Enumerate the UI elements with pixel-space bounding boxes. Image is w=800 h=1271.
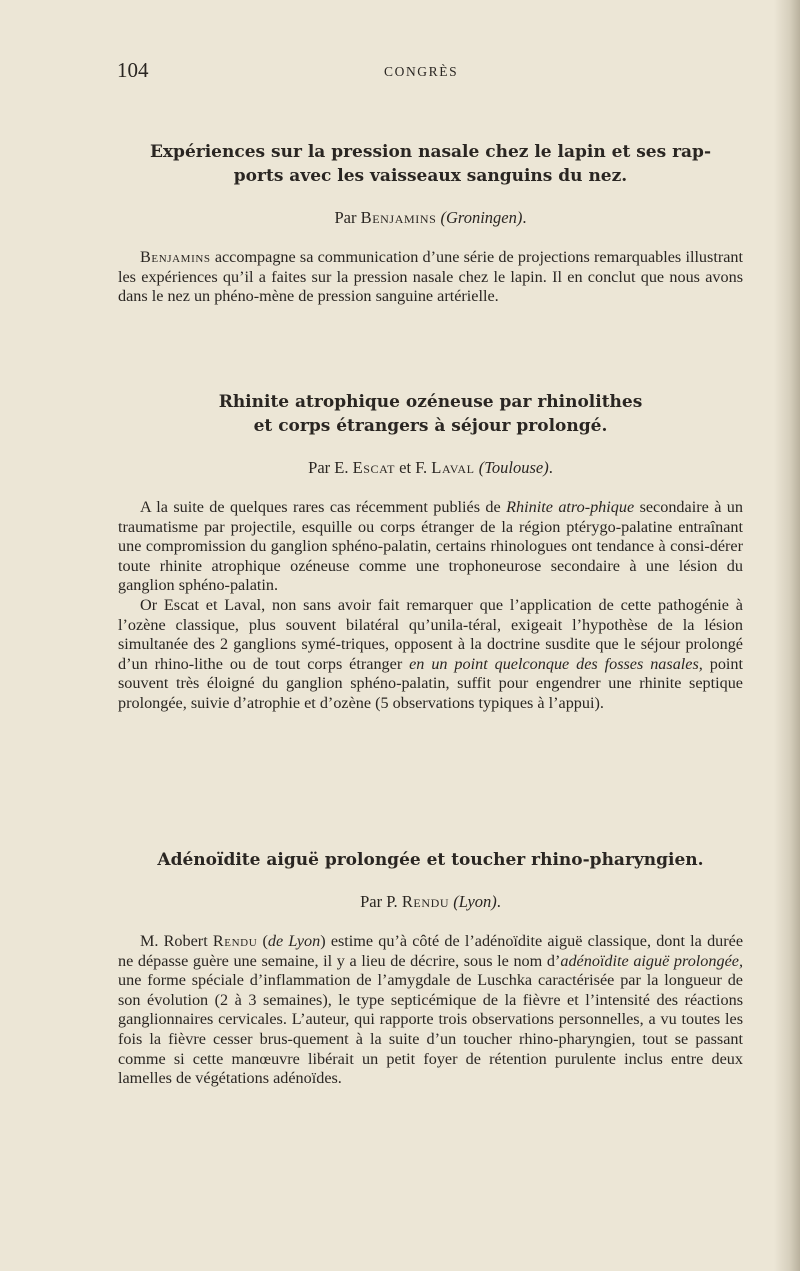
author-name: Benjamins	[360, 208, 437, 227]
article-escat-laval	[118, 390, 743, 714]
author-name: Benjamins	[140, 248, 211, 266]
byline: Par Benjamins (Groningen).	[334, 208, 527, 227]
article-title: Expériences sur la pression nasale chez le lapin et ses rap- ports avec les vaisseaux sanguins du nez.	[149, 142, 712, 186]
author-place: (Toulouse)	[478, 458, 549, 477]
author-name: Rendu	[212, 932, 258, 950]
byline: Par P. Rendu (Lyon).	[360, 892, 501, 911]
article-title: Rhinite atrophique ozéneuse par rhinolithes et corps étrangers à séjour prolongé.	[218, 392, 643, 436]
paragraph: M. Robert Rendu (de Lyon) estime qu’à côté de l’adénoïdite aiguë classique, dont la durée ne dépasse guère une semaine, il y a lieu de décrire, sous le nom d’adénoïdite aiguë prolongée, une forme spéciale d’inflammation de l’amygdale de Luschka caractérisée par la longueur de son évolution (2 à 3 semaines), le type septicémique de la fièvre et l’intensité des réactions ganglionnaires cervicales. L’auteur, qui rapporte trois observations personnelles, a vu toutes les fois la fièvre cesser brus-quement à la suite d’un toucher rhino-pharyngien, tout se passant comme si cette manœuvre libérait un petit foyer de rétention purulente inclus entre deux lamelles de végétations adénoïdes.	[118, 932, 744, 1088]
article-title: Adénoïdite aiguë prolongée et toucher rhino-pharyngien.	[157, 850, 704, 870]
article-benjamins	[118, 140, 743, 307]
paragraph: Or Escat et Laval, non sans avoir fait remarquer que l’application de cette pathogénie à l’ozène classique, plus souvent bilatéral qu’unila-téral, exigeait l’hypothèse de la lésion simultanée des 2 ganglions symé-triques, opposent à la doctrine susdite que le séjour prolongé d’un rhino-lithe ou de tout corps étranger en un point quelconque des fosses nasales, point souvent très éloigné du ganglion sphéno-palatin, suffit pour engendrer une rhinite septique prolongée, suivie d’atrophie et d’ozène (5 observations typiques à l’appui).	[118, 595, 744, 712]
author-name: Rendu	[401, 892, 450, 911]
page-edge-shadow	[774, 0, 800, 1271]
article-rendu	[118, 848, 743, 1089]
author-place: (Lyon)	[453, 892, 497, 911]
page-number: 104	[117, 58, 149, 82]
paragraph: A la suite de quelques rares cas récemment publiés de Rhinite atro-phique secondaire à un traumatisme par projectile, esquille ou corps étranger de la région ptérygo-palatine entraînant une compromission du ganglion sphéno-palatin, certains rhinologues ont tendance à consi-dérer toute rhinite atrophique ozéneuse comme une trophoneurose secondaire à une lésion du ganglion sphéno-palatin.	[118, 498, 743, 595]
article-body	[118, 498, 743, 714]
author-name: Laval	[431, 458, 475, 477]
running-title: CONGRÈS	[384, 64, 459, 79]
running-head	[0, 58, 800, 88]
byline: Par E. Escat et F. Laval (Toulouse).	[308, 458, 553, 477]
author-place: (Groningen)	[440, 208, 523, 227]
author-name: Escat	[352, 458, 396, 477]
article-body	[118, 932, 743, 1089]
article-body	[118, 248, 743, 307]
paragraph: Benjamins accompagne sa communication d’une série de projections remarquables illustrant les expériences qu’il a faites sur la pression nasale chez le lapin. Il en conclut que nous avons dans le nez un phéno-mène de pression sanguine artérielle.	[118, 248, 743, 306]
